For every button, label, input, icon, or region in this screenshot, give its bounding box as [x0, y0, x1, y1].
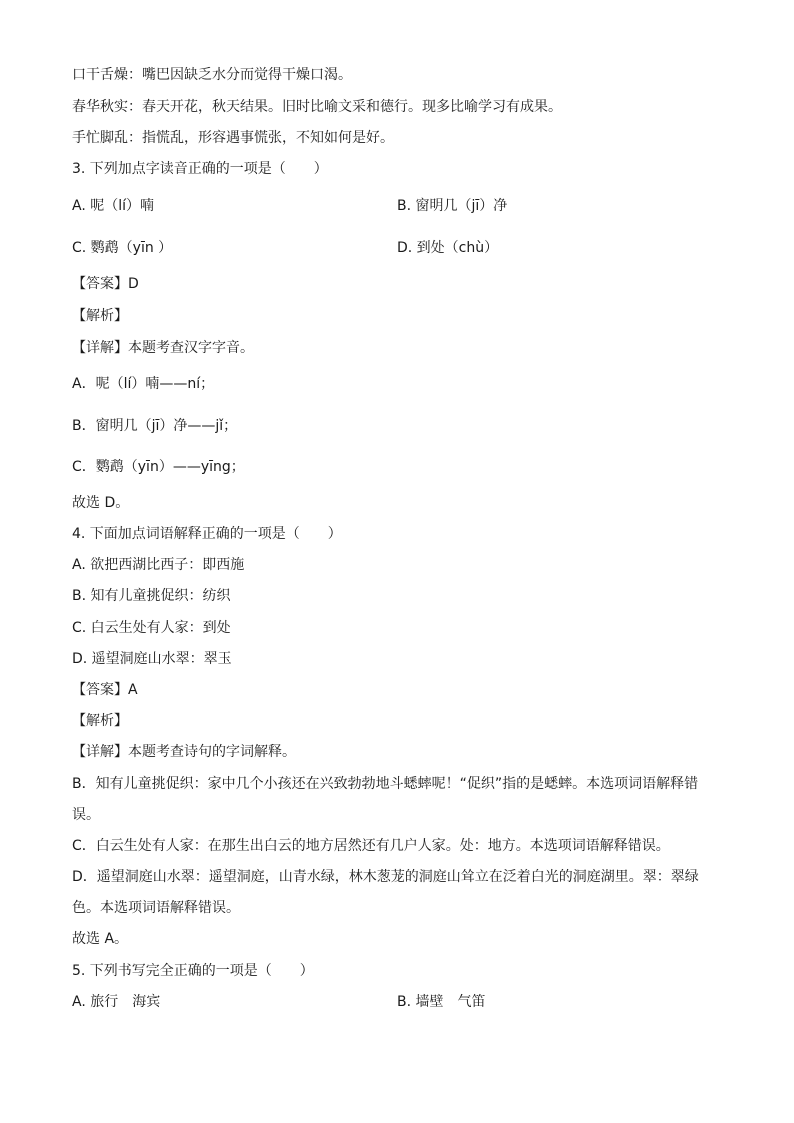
q5-option-b: B. 墙壁 气笛: [397, 994, 486, 1010]
q3-option-a: A. 呢（lí）喃: [72, 198, 155, 214]
q3-explain-c: C．鹦鹉（yīn）——yīng；: [72, 459, 245, 475]
q4-option-d: D. 遥望洞庭山水翠：翠玉: [72, 651, 232, 667]
q4-analysis-label: 【解析】: [72, 713, 128, 729]
q4-explain-b: B．知有儿童挑促织：家中几个小孩还在兴致勃勃地斗蟋蟀呢！“促织”指的是蟋蟀。本选项词语解释错误。: [72, 776, 699, 823]
q4-explain-c: C．白云生处有人家：在那生出白云的地方居然还有几户人家。处：地方。本选项词语解释错误。: [72, 838, 670, 854]
q4-option-b: B. 知有儿童挑促织：纺织: [72, 588, 231, 604]
q3-analysis-label: 【解析】: [72, 308, 128, 324]
q4-explain-d: D．遥望洞庭山水翠：遥望洞庭，山青水绿，林木葱茏的洞庭山耸立在泛着白光的洞庭湖里。翠：翠绿色。本选项词语解释错误。: [72, 869, 699, 916]
q5-option-a: A. 旅行 海宾: [72, 994, 161, 1010]
q4-answer: 【答案】A: [72, 682, 138, 698]
q4-option-a: A. 欲把西湖比西子：即西施: [72, 557, 245, 573]
definition-line: 手忙脚乱：指慌乱，形容遇事慌张，不知如何是好。: [72, 130, 394, 146]
q3-detail: 【详解】本题考查汉字字音。: [72, 340, 254, 356]
q4-option-c: C. 白云生处有人家：到处: [72, 620, 231, 636]
definition-line: 口干舌燥：嘴巴因缺乏水分而觉得干燥口渴。: [72, 67, 352, 83]
q3-option-d: D. 到处（chù）: [397, 240, 499, 256]
q3-explain-a: A．呢（lí）喃——ní；: [72, 376, 215, 392]
q3-explain-b: B．窗明几（jī）净——jǐ；: [72, 418, 238, 434]
q4-detail: 【详解】本题考查诗句的字词解释。: [72, 744, 296, 760]
q3-conclusion: 故选 D。: [72, 495, 130, 511]
q3-answer: 【答案】D: [72, 276, 139, 292]
question-4-stem: 4. 下面加点词语解释正确的一项是（ ）: [72, 526, 342, 542]
q3-option-b: B. 窗明几（jī）净: [397, 198, 508, 214]
question-3-stem: 3. 下列加点字读音正确的一项是（ ）: [72, 161, 328, 177]
definition-line: 春华秋实：春天开花，秋天结果。旧时比喻文采和德行。现多比喻学习有成果。: [72, 99, 562, 115]
question-5-stem: 5. 下列书写完全正确的一项是（ ）: [72, 963, 314, 979]
q3-option-c: C. 鹦鹉（yīn ）: [72, 240, 173, 256]
q4-conclusion: 故选 A。: [72, 931, 129, 947]
